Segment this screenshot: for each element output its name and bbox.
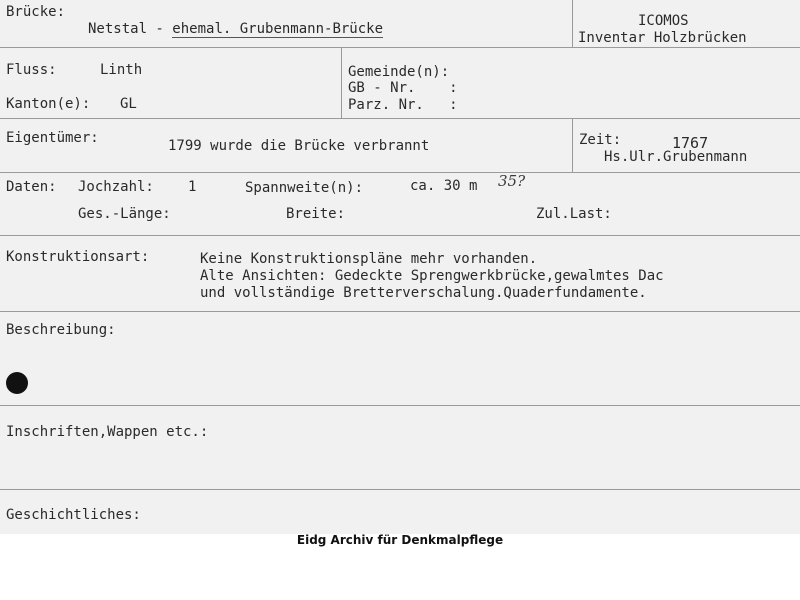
divider-3 [0,172,800,173]
bridge-name [88,21,383,37]
builder-name: Hs.Ulr.Grubenmann [604,149,748,165]
divider-5 [0,311,800,312]
breite-label: Breite: [286,206,346,222]
fluss-label: Fluss: [6,62,57,78]
konstruktion-line-1: Keine Konstruktionspläne mehr vorhanden. [200,251,538,267]
archive-caption: Eidg Archiv für Denkmalpflege [296,533,504,547]
inventar-label: Inventar Holzbrücken [578,30,747,46]
owner-divider [572,118,573,172]
konstruktion-label: Konstruktionsart: [6,249,150,265]
bridge-name-plain: Netstal - [88,21,173,37]
konstruktion-line-2: Alte Ansichten: Gedeckte Sprengwerkbrücke,gewalmtes Dac [200,268,664,284]
beschreibung-label: Beschreibung: [6,322,116,338]
punch-hole [6,372,28,394]
jochzahl-label: Jochzahl: [78,179,154,195]
jochzahl-value: 1 [188,179,197,195]
zeit-label: Zeit: [579,132,622,148]
spannweite-value: ca. 30 m [410,178,478,194]
icomos-label: ICOMOS [638,13,689,29]
konstruktion-line-3: und vollständige Bretterverschalung.Quaderfundamente. [200,285,647,301]
eigentuemer-label: Eigentümer: [6,130,99,146]
divider-4 [0,235,800,236]
zeit-year: 1767 [672,134,709,152]
divider-6 [0,405,800,406]
spannweite-handwritten: 35? [498,172,526,190]
fluss-value: Linth [100,62,143,78]
bruecke-label: Brücke: [6,4,66,20]
parz-label: Parz. Nr. : [348,97,458,113]
divider-2 [0,118,800,119]
gb-label: GB - Nr. : [348,80,458,96]
kanton-label: Kanton(e): [6,96,91,112]
daten-label: Daten: [6,179,57,195]
divider-1 [0,47,800,48]
laenge-label: Ges.-Länge: [78,206,171,222]
owner-note: 1799 wurde die Brücke verbrannt [168,138,430,154]
geschichte-label: Geschichtliches: [6,507,141,523]
spannweite-label: Spannweite(n): [245,180,364,196]
divider-7 [0,489,800,490]
zullast-label: Zul.Last: [536,206,612,222]
gemeinde-label: Gemeinde(n): [348,64,450,80]
bridge-name-underlined: ehemal. Grubenmann-Brücke [172,21,384,37]
header-divider [572,0,573,47]
inschriften-label: Inschriften,Wappen etc.: [6,424,209,440]
kanton-value: GL [120,96,137,112]
location-divider [341,47,342,118]
